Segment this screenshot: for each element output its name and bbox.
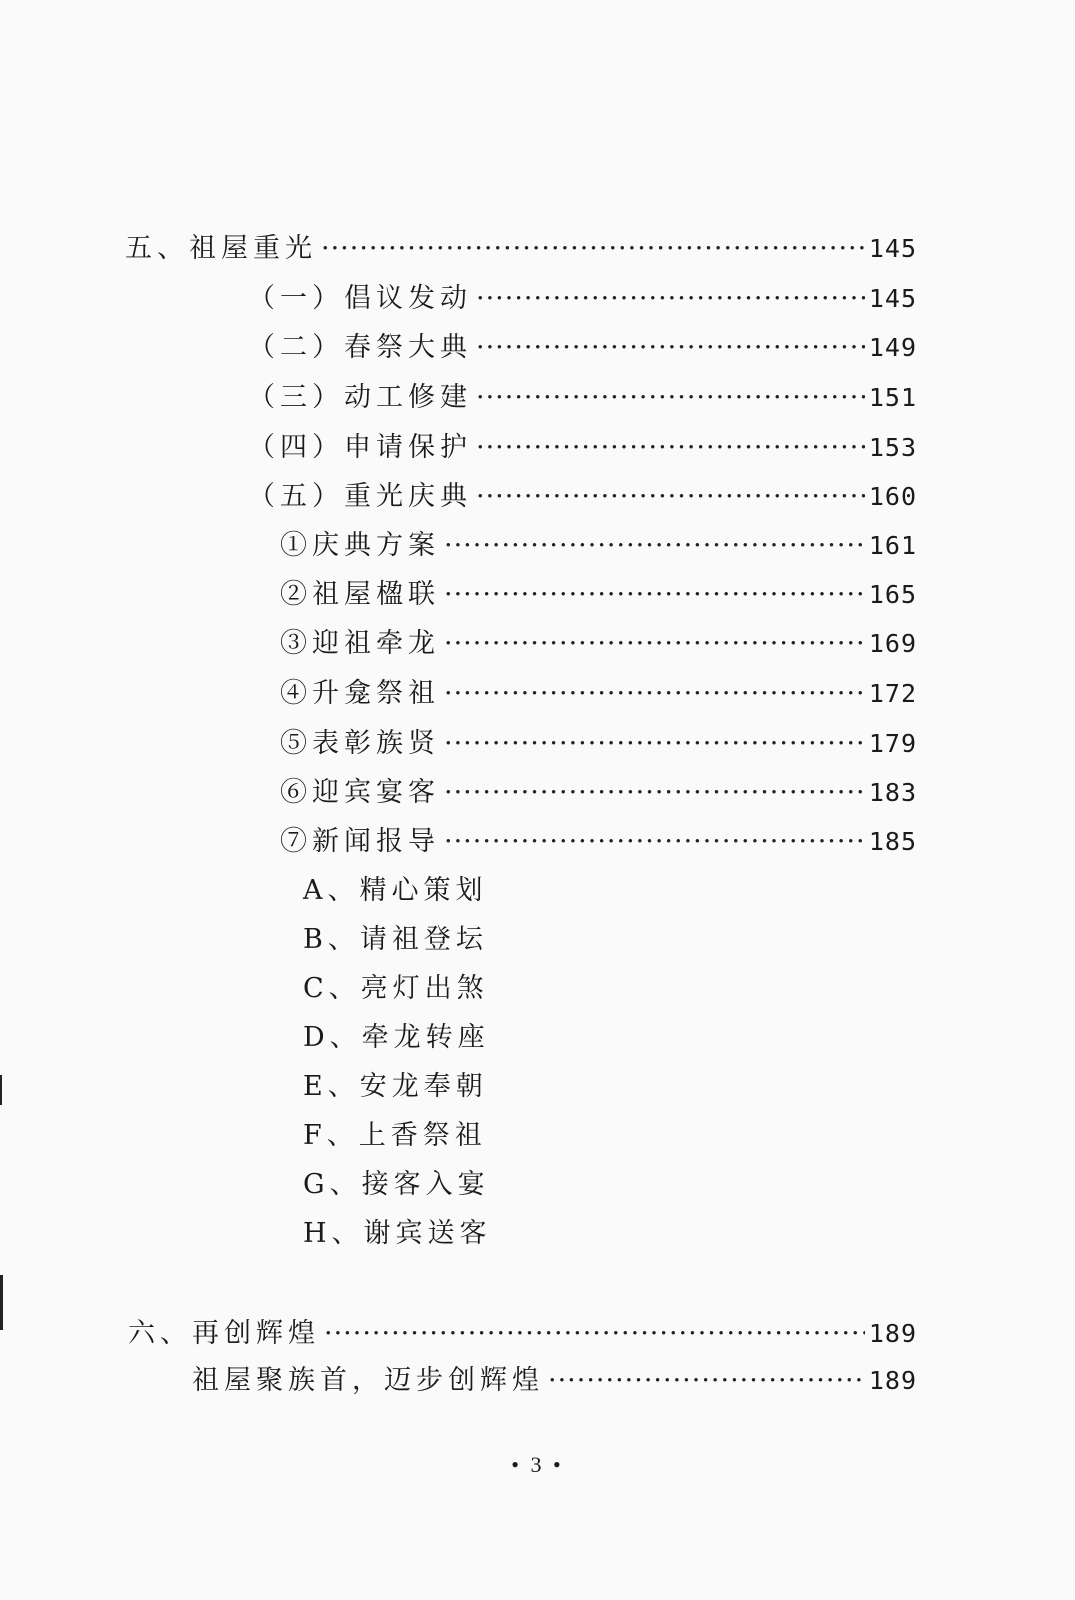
toc-entry-label: （五）重光庆典 — [248, 481, 472, 512]
toc-page-number: 189 — [868, 1366, 917, 1395]
dot-leader — [476, 432, 865, 463]
toc-subentry[interactable] — [280, 721, 917, 760]
dot-leader — [444, 678, 865, 709]
toc-entry-label: 祖屋聚族首，迈步创辉煌 — [192, 1365, 544, 1396]
toc-entry-section-6[interactable] — [128, 1311, 917, 1350]
dot-leader — [444, 628, 865, 659]
toc-page-number: 185 — [868, 827, 917, 856]
toc-subentry[interactable] — [280, 770, 917, 809]
page-number-footer: • 3 • — [511, 1452, 564, 1477]
dot-leader — [444, 579, 865, 610]
toc-page-number: 161 — [868, 531, 917, 560]
toc-entry[interactable] — [248, 325, 917, 364]
dot-leader — [321, 233, 865, 264]
toc-letter-item[interactable]: E、安龙奉朝 — [303, 1071, 488, 1102]
toc-subentry[interactable] — [280, 572, 917, 611]
toc-page-number: 165 — [868, 580, 917, 609]
toc-subentry[interactable] — [280, 621, 917, 660]
dot-leader — [476, 382, 865, 413]
dot-leader — [444, 826, 865, 857]
toc-page-number: 172 — [868, 679, 917, 708]
toc-entry[interactable] — [248, 474, 917, 513]
toc-entry[interactable] — [248, 425, 917, 464]
dot-leader — [444, 530, 865, 561]
toc-page-number: 183 — [868, 778, 917, 807]
dot-leader — [476, 481, 865, 512]
toc-page-number: 149 — [868, 333, 917, 362]
toc-page-number: 160 — [868, 482, 917, 511]
dot-leader — [476, 332, 865, 363]
toc-page-number: 169 — [868, 629, 917, 658]
toc-letter-item[interactable]: C、亮灯出煞 — [303, 973, 489, 1004]
dot-leader — [444, 777, 865, 808]
toc-entry[interactable] — [248, 276, 917, 315]
toc-page-number: 151 — [868, 383, 917, 412]
toc-entry-label: （二）春祭大典 — [248, 332, 472, 363]
toc-page-number: 153 — [868, 433, 917, 462]
dot-leader — [444, 728, 865, 759]
toc-entry-label: ②祖屋楹联 — [280, 579, 440, 610]
toc-entry-label: （一）倡议发动 — [248, 283, 472, 314]
toc-page-number: 145 — [868, 234, 917, 263]
dot-leader — [476, 283, 865, 314]
toc-letter-item[interactable]: D、牵龙转座 — [303, 1022, 490, 1053]
dot-leader — [548, 1365, 865, 1396]
scan-edge-mark — [0, 1275, 3, 1330]
toc-subentry[interactable] — [280, 523, 917, 562]
toc-page-number: 145 — [868, 284, 917, 313]
toc-entry-label: 六、再创辉煌 — [128, 1318, 320, 1349]
toc-entry-label: 五、祖屋重光 — [125, 233, 317, 264]
toc-entry[interactable] — [248, 375, 917, 414]
toc-entry-label: ①庆典方案 — [280, 530, 440, 561]
toc-entry-label: ③迎祖牵龙 — [280, 628, 440, 659]
toc-letter-item[interactable]: B、请祖登坛 — [303, 924, 488, 955]
toc-entry-label: ⑥迎宾宴客 — [280, 777, 440, 808]
toc-entry[interactable] — [192, 1358, 917, 1397]
toc-entry-label: ④升龛祭祖 — [280, 678, 440, 709]
toc-entry-label: ⑤表彰族贤 — [280, 728, 440, 759]
toc-subentry[interactable] — [280, 671, 917, 710]
toc-letter-item[interactable]: G、接客入宴 — [303, 1169, 490, 1200]
toc-entry-label: （三）动工修建 — [248, 382, 472, 413]
scan-edge-mark — [0, 1075, 2, 1105]
toc-letter-item[interactable]: H、谢宾送客 — [303, 1218, 492, 1249]
toc-entry-label: ⑦新闻报导 — [280, 826, 440, 857]
toc-entry-label: （四）申请保护 — [248, 432, 472, 463]
toc-page-number: 189 — [868, 1319, 917, 1348]
toc-letter-item[interactable]: F、上香祭祖 — [303, 1120, 487, 1151]
toc-subentry[interactable] — [280, 819, 917, 858]
toc-page-number: 179 — [868, 729, 917, 758]
toc-entry-section-5[interactable] — [125, 226, 917, 265]
dot-leader — [324, 1318, 865, 1349]
toc-letter-item[interactable]: A、精心策划 — [303, 875, 488, 906]
